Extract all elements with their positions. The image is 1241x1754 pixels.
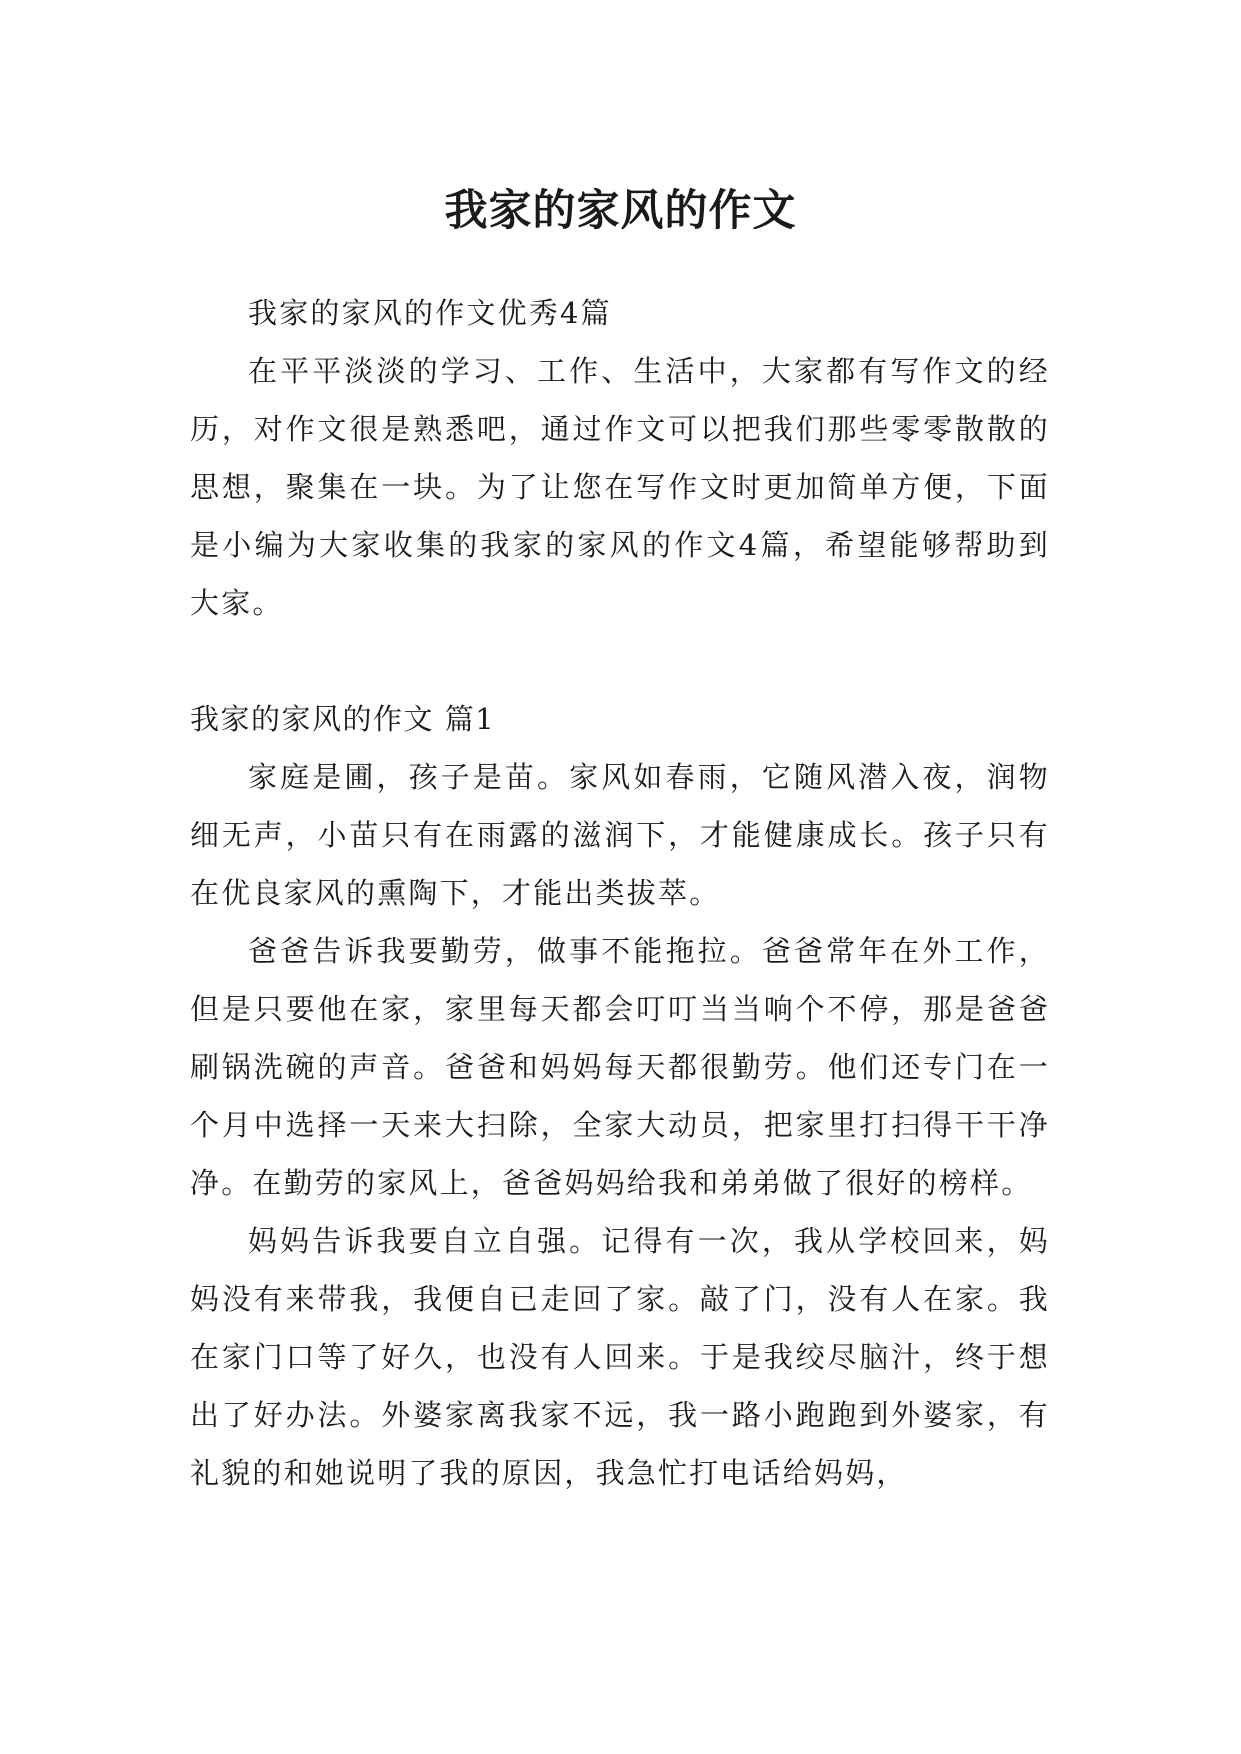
section-heading: 我家的家风的作文 篇1: [190, 702, 496, 736]
intro-paragraph: 在平平淡淡的学习、工作、生活中，大家都有写作文的经历，对作文很是熟悉吧，通过作文可以把我们那些零零散散的思想，聚集在一块。为了让您在写作文时更加简单方便，下面是小编为大家收集的我家的家风的作文4篇，希望能够帮助到大家。: [190, 354, 1050, 620]
article-body: [190, 284, 1050, 1502]
page-title: 我家的家风的作文: [444, 185, 797, 236]
subtitle: 我家的家风的作文优秀4篇: [248, 296, 612, 330]
body-paragraph: 家庭是圃，孩子是苗。家风如春雨，它随风潜入夜，润物细无声，小苗只有在雨露的滋润下，才能健康成长。孩子只有在优良家风的熏陶下，才能出类拔萃。: [190, 760, 1050, 910]
body-paragraph: 爸爸告诉我要勤劳，做事不能拖拉。爸爸常年在外工作，但是只要他在家，家里每天都会叮叮当当响个不停，那是爸爸刷锅洗碗的声音。爸爸和妈妈每天都很勤劳。他们还专门在一个月中选择一天来大扫除，全家大动员，把家里打扫得干干净净。在勤劳的家风上，爸爸妈妈给我和弟弟做了很好的榜样。: [190, 934, 1050, 1200]
body-paragraph: 妈妈告诉我要自立自强。记得有一次，我从学校回来，妈妈没有来带我，我便自已走回了家。敲了门，没有人在家。我在家门口等了好久，也没有人回来。于是我绞尽脑汁，终于想出了好办法。外婆家离我家不远，我一路小跑跑到外婆家，有礼貌的和她说明了我的原因，我急忙打电话给妈妈，: [190, 1224, 1050, 1490]
